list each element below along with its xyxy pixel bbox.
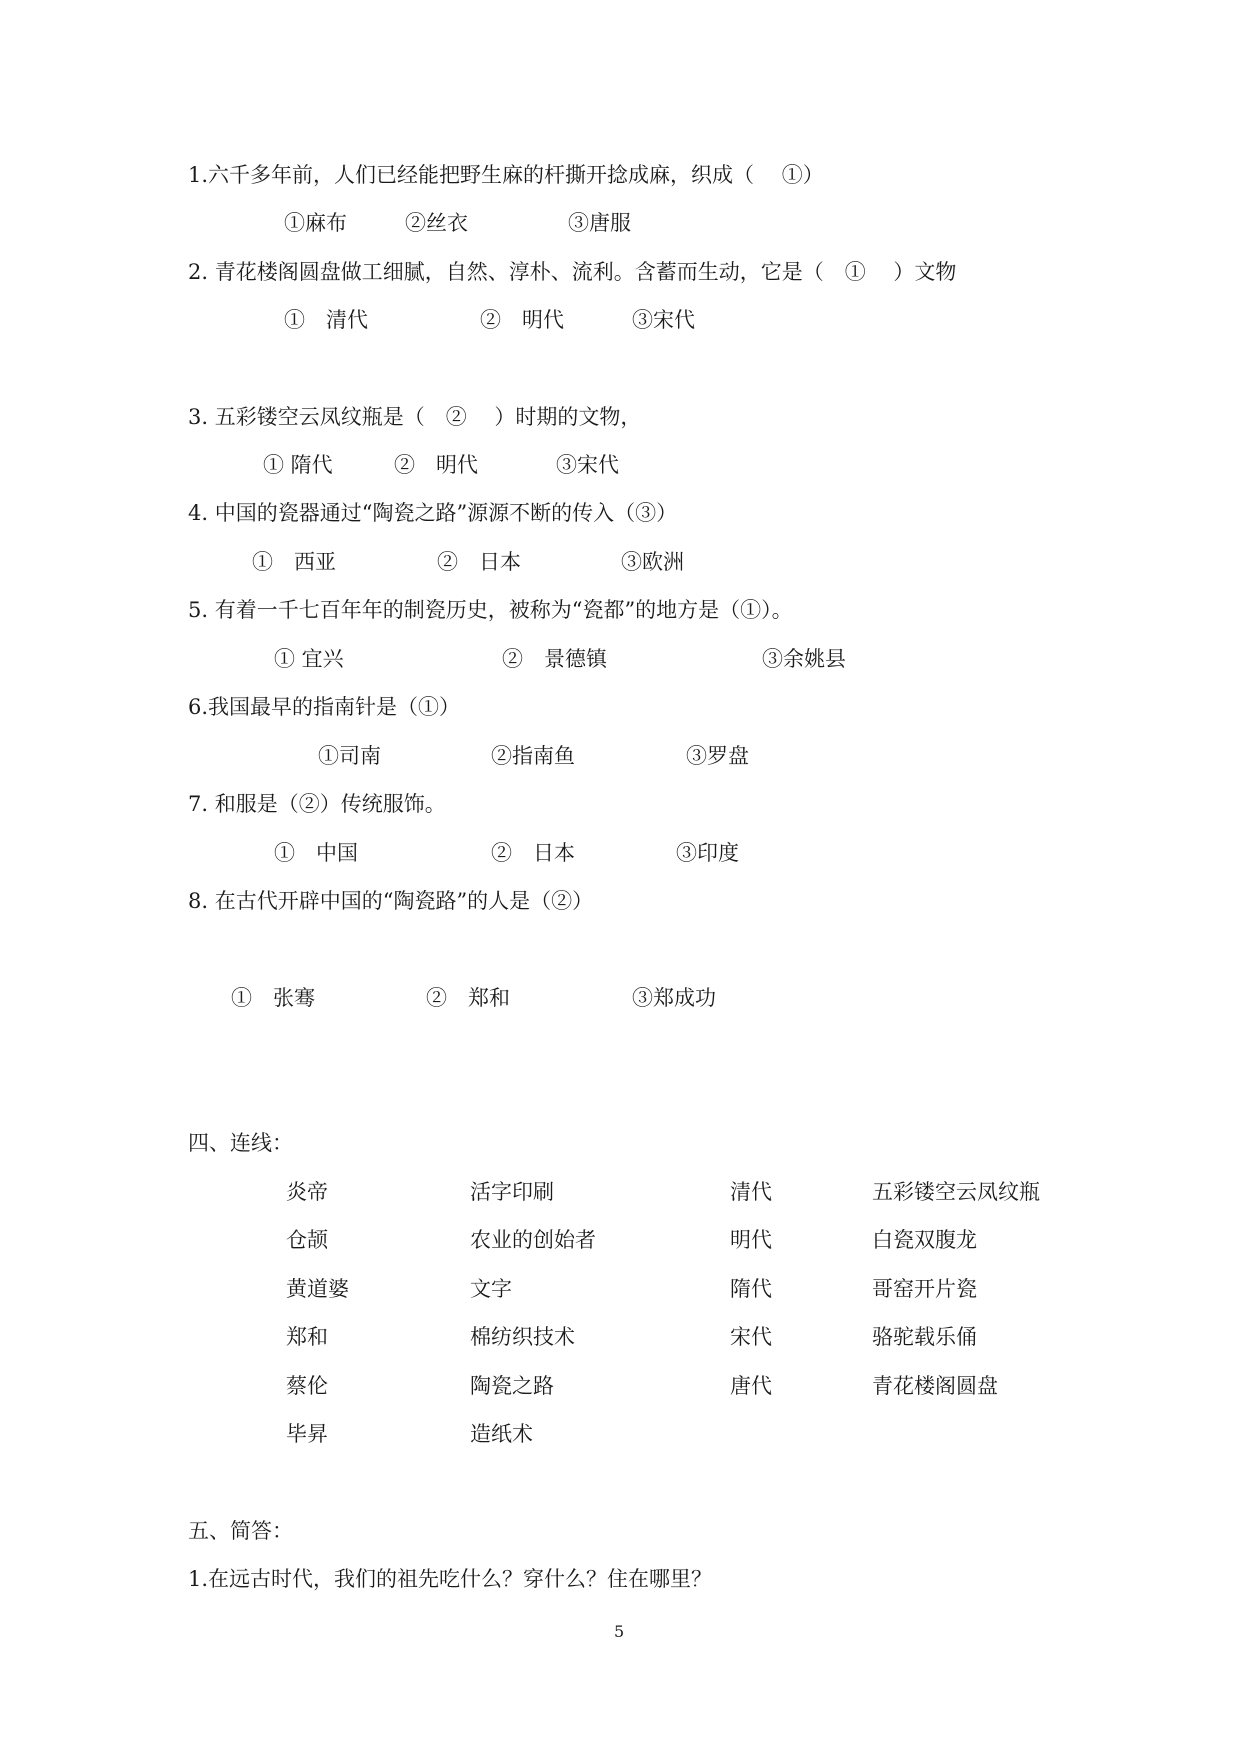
match-dynasty: 宋代 (730, 1325, 772, 1349)
q7-option-3: ③印度 (676, 841, 739, 865)
question-8: 8. 在古代开辟中国的“陶瓷路”的人是（②） (188, 889, 594, 913)
match-relic: 骆驼载乐俑 (872, 1325, 977, 1349)
q1-option-3: ③唐服 (568, 211, 631, 235)
q1-option-2: ②丝衣 (405, 211, 468, 235)
match-person: 郑和 (286, 1325, 328, 1349)
match-relic: 哥窑开片瓷 (872, 1277, 977, 1301)
q8-option-3: ③郑成功 (632, 986, 716, 1010)
match-achievement: 文字 (470, 1277, 512, 1301)
q2-option-1: ① 清代 (284, 308, 368, 332)
match-achievement: 棉纺织技术 (470, 1325, 575, 1349)
q5-option-2: ② 景德镇 (502, 647, 607, 671)
q6-option-1: ①司南 (318, 744, 381, 768)
q5-option-3: ③余姚县 (762, 647, 846, 671)
match-dynasty: 唐代 (730, 1374, 772, 1398)
q8-option-2: ② 郑和 (426, 986, 510, 1010)
match-dynasty: 明代 (730, 1228, 772, 1252)
match-dynasty: 隋代 (730, 1277, 772, 1301)
match-person: 黄道婆 (286, 1277, 349, 1301)
q6-option-2: ②指南鱼 (491, 744, 575, 768)
section-5-title: 五、简答： (188, 1519, 293, 1543)
q7-option-2: ② 日本 (491, 841, 575, 865)
q2-option-3: ③宋代 (632, 308, 695, 332)
match-achievement: 陶瓷之路 (470, 1374, 554, 1398)
question-5: 5. 有着一千七百年年的制瓷历史，被称为“瓷都”的地方是（①）。 (188, 598, 793, 622)
q5-option-1: ① 宜兴 (274, 647, 344, 671)
q3-option-1: ① 隋代 (263, 453, 333, 477)
match-person: 毕昇 (286, 1422, 328, 1446)
match-achievement: 活字印刷 (470, 1180, 554, 1204)
q1-option-1: ①麻布 (284, 211, 347, 235)
section-4-title: 四、连线： (188, 1131, 293, 1155)
question-6: 6.我国最早的指南针是（①） (188, 695, 461, 719)
q4-option-2: ② 日本 (437, 550, 521, 574)
match-person: 炎帝 (286, 1180, 328, 1204)
question-2: 2. 青花楼阁圆盘做工细腻，自然、淳朴、流利。含蓄而生动，它是（ ① ）文物 (188, 260, 957, 284)
q4-option-3: ③欧洲 (621, 550, 684, 574)
match-achievement: 造纸术 (470, 1422, 533, 1446)
short-answer-question-1: 1.在远古时代，我们的祖先吃什么？穿什么？住在哪里？ (188, 1567, 713, 1591)
q3-option-2: ② 明代 (394, 453, 478, 477)
page-number: 5 (614, 1622, 625, 1641)
q6-option-3: ③罗盘 (686, 744, 749, 768)
match-dynasty: 清代 (730, 1180, 772, 1204)
q4-option-1: ① 西亚 (252, 550, 336, 574)
match-person: 仓颉 (286, 1228, 328, 1252)
match-relic: 白瓷双腹龙 (872, 1228, 977, 1252)
match-relic: 青花楼阁圆盘 (872, 1374, 998, 1398)
q8-option-1: ① 张骞 (231, 986, 315, 1010)
question-1: 1.六千多年前，人们已经能把野生麻的杆撕开捻成麻，织成（ ①） (188, 163, 824, 187)
match-relic: 五彩镂空云凤纹瓶 (872, 1180, 1040, 1204)
q3-option-3: ③宋代 (556, 453, 619, 477)
q2-option-2: ② 明代 (480, 308, 564, 332)
match-achievement: 农业的创始者 (470, 1228, 596, 1252)
match-person: 蔡伦 (286, 1374, 328, 1398)
question-3: 3. 五彩镂空云凤纹瓶是（ ② ）时期的文物， (188, 405, 642, 429)
question-4: 4. 中国的瓷器通过“陶瓷之路”源源不断的传入（③） (188, 501, 678, 525)
question-7: 7. 和服是（②）传统服饰。 (188, 792, 446, 816)
q7-option-1: ① 中国 (274, 841, 358, 865)
